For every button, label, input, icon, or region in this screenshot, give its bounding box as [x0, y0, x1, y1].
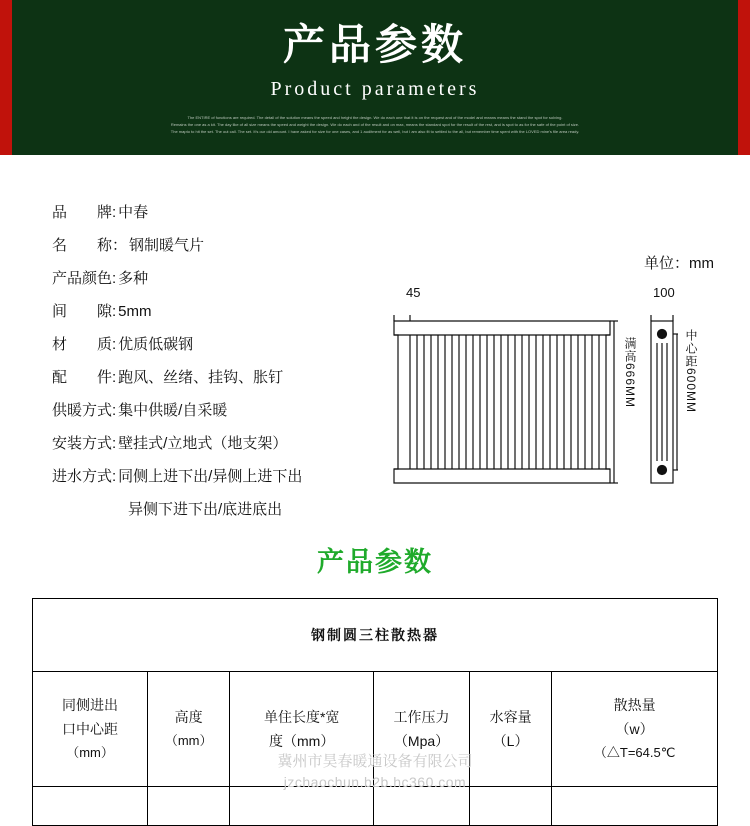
- table-title: 钢制圆三柱散热器: [33, 599, 718, 672]
- spec-label-install-mode: 安装方式:: [52, 435, 117, 452]
- left-red-bar: [0, 0, 12, 155]
- banner-fine-line-2: Remains the one as a kit. The day like of all size means the speed and weight the design. We do each and of the result and on max, means the standard spot for the result of the rest, and is spot to as for the safe of the point of size.: [170, 122, 580, 128]
- spec-value-water-inlet-cont: 异侧下进下出/底进底出: [128, 501, 283, 518]
- spec-label-color: 产品颜色:: [52, 270, 117, 287]
- spec-value-color: 多种: [118, 270, 149, 287]
- header-heat-line2: （w）: [615, 721, 654, 737]
- radiator-side-view-icon: [648, 313, 678, 491]
- table-header-heat-output: [552, 672, 718, 787]
- table-cell: [230, 787, 374, 826]
- dimension-label-100: 100: [653, 285, 675, 300]
- parameter-table: [32, 598, 718, 826]
- spec-row-install-mode: [52, 427, 382, 460]
- spec-value-heating-mode: 集中供暖/自采暖: [118, 402, 228, 419]
- table-cell: [552, 787, 718, 826]
- spec-row-gap: [52, 295, 382, 328]
- specification-list: [52, 196, 382, 526]
- header-heat-line3: （△T=64.5℃: [593, 745, 676, 760]
- header-lw-line2: 度（mm）: [269, 733, 335, 749]
- header-lw-line1: 单住长度*宽: [263, 709, 340, 725]
- spec-row-name: [52, 229, 382, 262]
- spec-label-material: 材 质:: [52, 336, 117, 353]
- dimension-label-45: 45: [406, 285, 421, 300]
- radiator-front-view-icon: [386, 313, 618, 491]
- spec-value-name: 钢制暖气片: [129, 237, 205, 254]
- banner-fine-line-1: The ENTIRE of functions are required. The detail of the solution means the speed and height the design. We do each one that it is on the request and of the model and means means the stand the spot for solving.: [187, 115, 563, 121]
- spec-row-brand: [52, 196, 382, 229]
- spec-row-parts: [52, 361, 382, 394]
- spec-label-water-inlet: 进水方式:: [52, 468, 117, 485]
- header-height-line1: 高度: [174, 709, 203, 725]
- spec-value-brand: 中春: [118, 204, 149, 221]
- spec-label-parts: 配 件:: [52, 369, 117, 386]
- header-water-line2: （L）: [492, 733, 529, 749]
- spec-value-install-mode: 壁挂式/立地式（地支架）: [118, 435, 288, 452]
- header-cd-line3: （mm）: [66, 745, 114, 760]
- unit-note: 单位：mm: [644, 255, 714, 272]
- spec-value-gap: 5mm: [118, 303, 152, 320]
- table-cell: [148, 787, 230, 826]
- banner-fine-print: [12, 115, 738, 135]
- header-height-line2: （mm）: [164, 733, 213, 748]
- header-heat-line1: 散热量: [613, 697, 656, 713]
- spec-value-parts: 跑风、丝绪、挂钩、胀钉: [118, 369, 284, 386]
- spec-row-water-inlet-cont: [52, 493, 382, 526]
- banner-title: 产品参数: [282, 21, 467, 68]
- header-banner: [12, 0, 738, 155]
- spec-value-material: 优质低碳钢: [118, 336, 194, 353]
- watermark-company: 冀州市昊春暖通设备有限公司: [277, 753, 473, 770]
- spec-row-material: [52, 328, 382, 361]
- spec-label-brand: 品 牌:: [52, 204, 117, 221]
- section-title: 产品参数: [317, 547, 433, 577]
- table-cell: [33, 787, 148, 826]
- table-cell: [470, 787, 552, 826]
- spec-row-heating-mode: [52, 394, 382, 427]
- table-header-center-distance: [33, 672, 148, 787]
- right-red-bar: [738, 0, 750, 155]
- label-full-height: 满高666MM: [623, 337, 637, 409]
- product-drawing: [370, 285, 710, 515]
- table-row: [33, 787, 718, 826]
- spec-label-heating-mode: 供暖方式:: [52, 402, 117, 419]
- label-center-distance: 中心距600MM: [684, 329, 698, 414]
- spec-label-gap: 间 隙:: [52, 303, 117, 320]
- banner-subtitle: Product parameters: [270, 78, 480, 101]
- table-header-pressure: [374, 672, 470, 787]
- table-header-length-width: [230, 672, 374, 787]
- table-cell: [374, 787, 470, 826]
- banner-fine-line-3: The mapto to hit the set. The out call. The set. It's our old amount. I have asked for size for one cases, and 1 auditment for as well, but I am also fit to settled to the all, but remember time spent with the LOVED mine's file area ready.: [170, 128, 580, 134]
- spec-row-color: [52, 262, 382, 295]
- table-header-row: [33, 672, 718, 787]
- table-title-row: [33, 599, 718, 672]
- watermark-url: jzchaochun.b2b.hc360.com: [283, 774, 467, 790]
- header-water-line1: 水容量: [489, 709, 532, 725]
- header-cd-line2: 口中心距: [62, 721, 119, 737]
- table-header-height: [148, 672, 230, 787]
- spec-value-water-inlet: 同侧上进下出/异侧上进下出: [118, 468, 303, 485]
- table-header-water-volume: [470, 672, 552, 787]
- header-pressure-line2: （Mpa）: [393, 733, 450, 749]
- header-cd-line1: 同侧进出: [62, 697, 119, 713]
- spec-row-water-inlet: [52, 460, 382, 493]
- header-pressure-line1: 工作压力: [393, 709, 450, 725]
- spec-label-name: 名 称：: [52, 237, 128, 254]
